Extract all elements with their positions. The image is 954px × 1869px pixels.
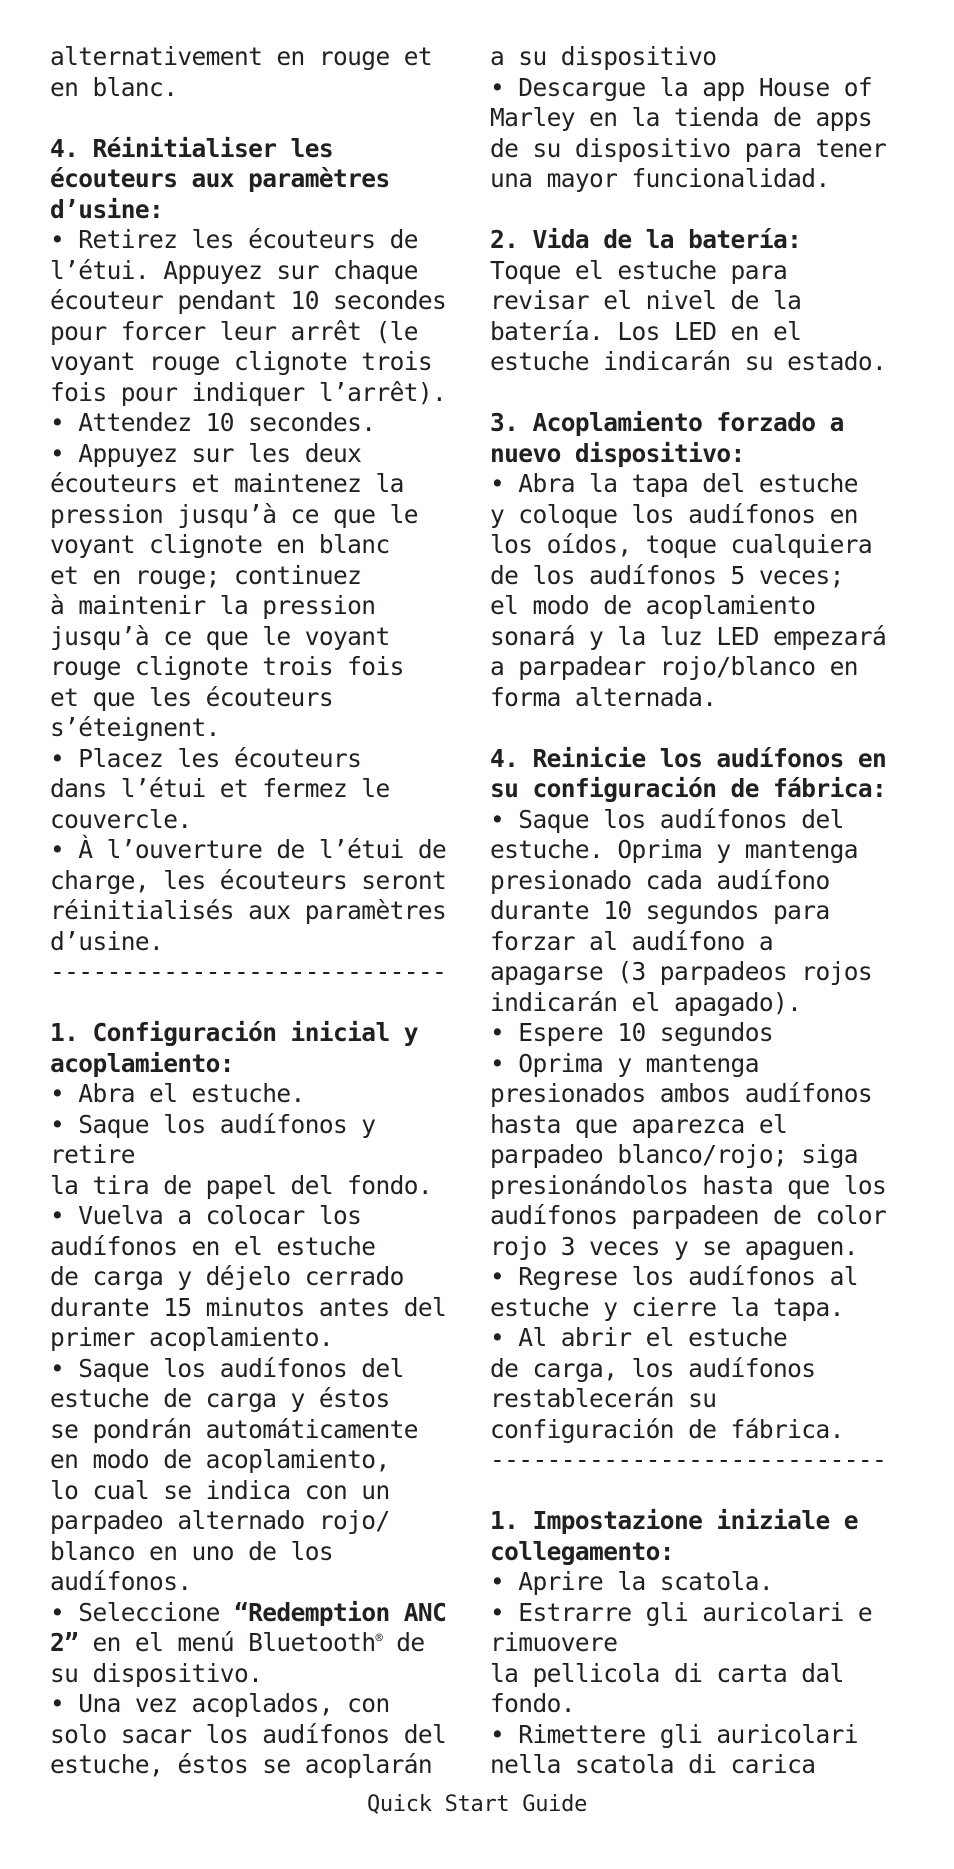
right-section-heading: 3. Acoplamiento forzado a [490,408,844,437]
right-text-line: • Rimettere gli auricolari [490,1719,858,1749]
left-section-heading: 4. Réinitialiser les [50,133,334,163]
right-text-line: restablecerán su [490,1384,717,1413]
left-text-line: rouge clignote trois fois [50,652,404,681]
right-text-line: • Estrarre gli auricolari e [490,1597,873,1627]
right-section-heading: nuevo dispositivo: [490,438,745,468]
right-text-line: de carga, los audífonos [490,1353,816,1383]
right-text-line: forzar al audífono a [490,926,774,956]
right-text-line: presionándolos hasta que los [490,1170,887,1200]
product-name: “Redemption ANC [233,1597,447,1627]
left-text-line: • À l’ouverture de l’étui de [50,835,447,864]
right-section-heading: 4. Reinicie los audífonos en [490,743,887,773]
right-spacer [490,713,910,744]
left-text-column [50,42,470,1781]
left-text-line: en blanc. [50,72,178,102]
left-divider: ---------------------------- [50,957,447,986]
left-text-line: couvercle. [50,804,192,834]
right-text-line: estuche indicarán su estado. [490,347,887,376]
right-text-line: forma alternada. [490,682,717,712]
right-spacer [490,378,910,409]
left-text-line: parpadeo alternado rojo/ [50,1506,390,1535]
right-text-line: a su dispositivo [490,42,717,71]
right-text-line: presionados ambos audífonos [490,1079,873,1108]
right-text-line: rimuovere [490,1628,618,1657]
right-section-heading: collegamento: [490,1536,674,1566]
left-text-line: audífonos en el estuche [50,1231,376,1261]
left-text-line: estuche de carga y éstos [50,1384,390,1413]
left-text-line: dans l’étui et fermez le [50,774,390,803]
right-text-line: configuración de fábrica. [490,1414,844,1444]
left-text-line [50,1598,470,1629]
right-spacer [490,195,910,226]
left-text-line: • Appuyez sur les deux [50,438,362,468]
left-text-line: pour forcer leur arrêt (le [50,316,418,346]
left-text-line: retire [50,1140,135,1169]
left-text-line: fois pour indiquer l’arrêt). [50,377,447,407]
right-text-line: y coloque los audífonos en [490,499,858,529]
right-text-line: sonará y la luz LED empezará [490,621,887,651]
right-text-line: Toque el estuche para [490,255,788,285]
right-text-line: una mayor funcionalidad. [490,164,830,193]
left-text-line: lo cual se indica con un [50,1475,390,1505]
left-section-heading: 1. Configuración inicial y [50,1018,418,1047]
left-text-line: • Una vez acoplados, con [50,1689,390,1718]
right-text-line: batería. Los LED en el [490,316,802,346]
left-text-line: primer acoplamiento. [50,1323,334,1352]
left-text-line: se pondrán automáticamente [50,1414,418,1444]
right-text-line: • Regrese los audífonos al [490,1262,858,1291]
left-text-line: audífonos. [50,1567,192,1596]
product-name: 2” [50,1628,79,1657]
registered-mark: ® [375,1630,383,1645]
left-text-line: durante 15 minutos antes del [50,1292,447,1322]
left-section-heading: d’usine: [50,194,164,224]
right-text-line: durante 10 segundos para [490,896,830,925]
left-text-line: jusqu’à ce que le voyant [50,621,390,651]
right-text-line: de los audífonos 5 veces; [490,560,844,590]
right-text-line: audífonos parpadeen de color [490,1201,887,1230]
right-section-heading: su configuración de fábrica: [490,774,887,803]
right-text-line: revisar el nivel de la [490,286,802,315]
right-section-heading: 2. Vida de la batería: [490,225,802,254]
left-spacer [50,988,470,1019]
right-text-column [490,42,910,1781]
left-section-heading: écouteurs aux paramètres [50,164,390,193]
left-text-line: • Retirez les écouteurs de [50,225,418,254]
left-text-line: écouteur pendant 10 secondes [50,286,447,315]
right-spacer [490,1476,910,1507]
page-footer: Quick Start Guide [366,1792,588,1817]
right-text-line: apagarse (3 parpadeos rojos [490,957,873,986]
left-text-line: • Saque los audífonos y [50,1109,376,1139]
right-text-line: • Abra la tapa del estuche [490,469,858,498]
right-text-line: la pellicola di carta dal [490,1658,844,1688]
left-text-line: • Vuelva a colocar los [50,1201,362,1230]
left-text-line: voyant clignote en blanc [50,530,390,559]
right-text-line: estuche. Oprima y mantenga [490,835,858,864]
right-text-line: hasta que aparezca el [490,1109,788,1139]
right-divider: ---------------------------- [490,1445,887,1474]
right-text-line: • Espere 10 segundos [490,1018,774,1047]
right-text-line: rojo 3 veces y se apaguen. [490,1231,858,1261]
left-text-line: • Abra el estuche. [50,1079,305,1108]
left-text-line: voyant rouge clignote trois [50,347,433,376]
left-text-line: et que les écouteurs [50,682,334,712]
left-text-line: • Attendez 10 secondes. [50,408,376,437]
right-text-line: parpadeo blanco/rojo; siga [490,1140,858,1169]
right-text-line: fondo. [490,1689,575,1718]
left-text-line: su dispositivo. [50,1658,263,1688]
right-text-line: • Descargue la app House of [490,72,873,102]
left-text-line: l’étui. Appuyez sur chaque [50,255,418,285]
left-spacer [50,103,470,134]
left-text-line: et en rouge; continuez [50,560,362,590]
left-text-line: d’usine. [50,926,164,956]
left-text-line: pression jusqu’à ce que le [50,499,418,529]
right-text-line: • Al abrir el estuche [490,1323,788,1352]
right-text-line: los oídos, toque cualquiera [490,530,873,559]
right-text-line: • Oprima y mantenga [490,1048,759,1078]
left-text-line: • Placez les écouteurs [50,743,362,773]
right-section-heading: 1. Impostazione iniziale e [490,1506,858,1535]
left-text-line: estuche, éstos se acoplarán [50,1750,433,1779]
right-text-line: estuche y cierre la tapa. [490,1292,844,1322]
left-text-line [50,1628,470,1659]
right-text-line: el modo de acoplamiento [490,591,816,620]
left-text-line: blanco en uno de los [50,1536,334,1566]
text-segment: de [382,1628,425,1657]
right-text-line: presionado cada audífono [490,865,830,895]
right-text-line: • Aprire la scatola. [490,1567,774,1596]
left-text-line: alternativement en rouge et [50,42,433,71]
left-text-line: la tira de papel del fondo. [50,1170,433,1200]
left-text-line: charge, les écouteurs seront [50,865,447,895]
right-text-line: indicarán el apagado). [490,987,802,1017]
right-text-line: Marley en la tienda de apps [490,103,873,132]
left-text-line: écouteurs et maintenez la [50,469,404,498]
left-text-line: • Saque los audífonos del [50,1353,404,1383]
right-text-line: • Saque los audífonos del [490,804,844,834]
left-text-line: solo sacar los audífonos del [50,1719,447,1749]
left-text-line: à maintenir la pression [50,591,376,620]
left-section-heading: acoplamiento: [50,1048,234,1078]
right-text-line: nella scatola di carica [490,1750,816,1779]
left-text-line: en modo de acoplamiento, [50,1445,390,1474]
left-text-line: réinitialisés aux paramètres [50,896,447,925]
text-segment: • Seleccione [50,1597,234,1627]
right-text-line: a parpadear rojo/blanco en [490,652,858,681]
left-text-line: de carga y déjelo cerrado [50,1262,404,1291]
text-segment: en el menú Bluetooth [78,1628,376,1657]
left-text-line: s’éteignent. [50,713,220,742]
right-text-line: de su dispositivo para tener [490,133,887,163]
